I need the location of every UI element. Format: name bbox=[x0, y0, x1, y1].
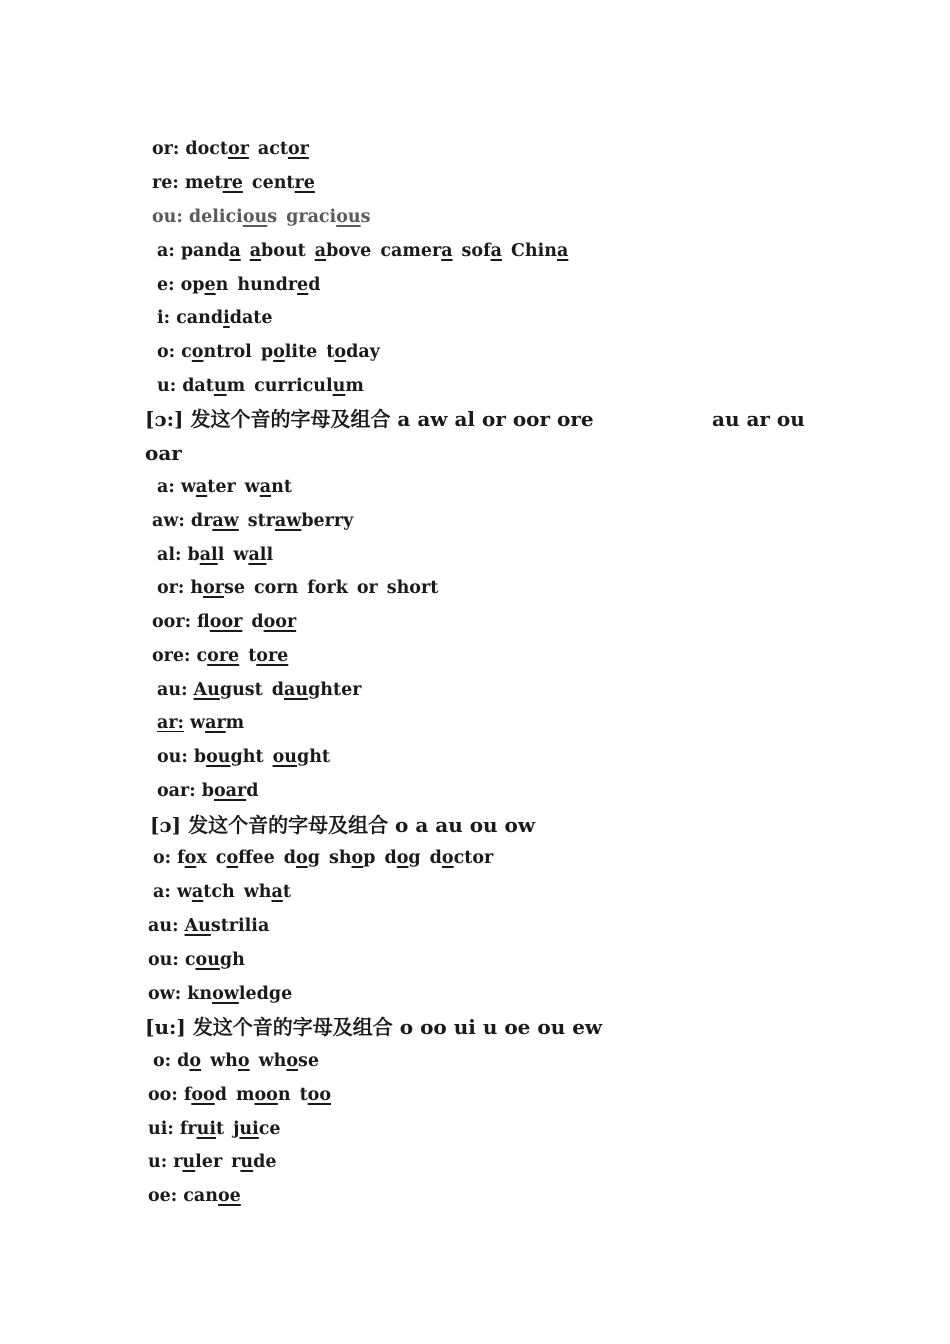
example-word: actor bbox=[257, 139, 309, 159]
highlighted-letters: ou bbox=[272, 747, 297, 767]
example-word: wall bbox=[233, 545, 274, 565]
spelling-row bbox=[148, 911, 278, 941]
spelling-key: e: bbox=[157, 275, 175, 295]
example-word: who bbox=[210, 1051, 250, 1071]
example-word: board bbox=[201, 781, 259, 801]
example-word: doctor bbox=[429, 848, 494, 868]
spelling-key: oar: bbox=[157, 781, 196, 801]
spelling-key: aw: bbox=[152, 511, 185, 531]
highlighted-letters: u bbox=[182, 1152, 196, 1172]
example-word: fruit bbox=[179, 1119, 225, 1139]
highlighted-letters: o bbox=[237, 1051, 250, 1071]
example-word: food bbox=[183, 1085, 227, 1105]
spelling-row bbox=[152, 168, 324, 198]
highlighted-letters: o bbox=[191, 342, 204, 362]
highlighted-letters: re bbox=[294, 173, 315, 193]
spelling-key: or: bbox=[157, 578, 185, 598]
example-word: centre bbox=[251, 173, 315, 193]
example-word: polite bbox=[260, 342, 318, 362]
spelling-row bbox=[153, 877, 300, 907]
spelling-row bbox=[148, 945, 254, 975]
highlighted-letters: a bbox=[195, 477, 208, 497]
highlighted-letters: re bbox=[222, 173, 243, 193]
highlighted-letters: u bbox=[213, 376, 227, 396]
spelling-key: ui: bbox=[148, 1119, 174, 1139]
highlighted-letters: Au bbox=[184, 916, 211, 936]
highlighted-letters: aw bbox=[274, 511, 302, 531]
spelling-row bbox=[157, 675, 370, 705]
spelling-row bbox=[148, 1147, 286, 1177]
highlighted-letters: o bbox=[189, 1051, 202, 1071]
highlighted-letters: oar bbox=[213, 781, 247, 801]
highlighted-letters: o bbox=[226, 848, 239, 868]
example-word: open bbox=[180, 275, 229, 295]
spelling-row bbox=[157, 303, 282, 333]
example-word: warm bbox=[190, 713, 245, 733]
spelling-row bbox=[148, 1080, 340, 1110]
highlighted-letters: oor bbox=[263, 612, 297, 632]
spelling-row bbox=[148, 979, 301, 1009]
spelling-row bbox=[152, 134, 318, 164]
example-word: dog bbox=[384, 848, 421, 868]
highlighted-letters: o bbox=[351, 848, 364, 868]
example-word: want bbox=[244, 477, 292, 497]
highlighted-letters: or bbox=[288, 139, 309, 159]
example-word: Austrilia bbox=[184, 916, 270, 936]
highlighted-letters: o bbox=[286, 1051, 299, 1071]
example-word: juice bbox=[233, 1119, 281, 1139]
section-heading bbox=[145, 404, 805, 434]
spelling-key: ow: bbox=[148, 984, 182, 1004]
section-heading bbox=[150, 810, 535, 840]
spelling-row bbox=[152, 607, 305, 637]
highlighted-letters: a bbox=[490, 241, 502, 261]
highlighted-letters: o bbox=[396, 848, 409, 868]
example-word: tore bbox=[248, 646, 289, 666]
highlighted-letters: a bbox=[556, 241, 569, 261]
highlighted-letters: oo bbox=[191, 1085, 215, 1105]
spelling-key: re: bbox=[152, 173, 179, 193]
example-word: or bbox=[356, 578, 378, 598]
spelling-row bbox=[152, 506, 362, 536]
example-word: above bbox=[314, 241, 372, 261]
example-word: fox bbox=[177, 848, 207, 868]
highlighted-letters: e bbox=[204, 275, 216, 295]
example-word: about bbox=[249, 241, 306, 261]
example-word: doctor bbox=[185, 139, 249, 159]
highlighted-letters: ore bbox=[207, 646, 240, 666]
example-word: today bbox=[326, 342, 380, 362]
spelling-key: or: bbox=[152, 139, 180, 159]
spelling-key: al: bbox=[157, 545, 182, 565]
highlighted-letters: al bbox=[199, 545, 218, 565]
spelling-key: au: bbox=[157, 680, 188, 700]
highlighted-letters: i bbox=[223, 308, 230, 328]
example-word: short bbox=[386, 578, 439, 598]
example-word: hundred bbox=[237, 275, 321, 295]
highlighted-letters: a bbox=[229, 241, 241, 261]
heading-text: [u:] 发这个音的字母及组合 o oo ui u oe ou ew bbox=[145, 1015, 603, 1039]
highlighted-letters: ar bbox=[205, 713, 226, 733]
section-heading bbox=[145, 1012, 602, 1042]
spelling-key: ar: bbox=[157, 713, 185, 733]
spelling-row bbox=[148, 1114, 290, 1144]
spelling-key: a: bbox=[157, 477, 175, 497]
spelling-key: oe: bbox=[148, 1186, 178, 1206]
spelling-key: o: bbox=[153, 1051, 172, 1071]
highlighted-letters: or bbox=[228, 139, 249, 159]
section-heading bbox=[145, 438, 182, 468]
example-word: cough bbox=[184, 950, 245, 970]
highlighted-letters: oo bbox=[254, 1085, 278, 1105]
heading-text: oar bbox=[145, 441, 182, 465]
highlighted-letters: ore bbox=[256, 646, 289, 666]
spelling-row bbox=[157, 472, 301, 502]
highlighted-letters: au bbox=[284, 680, 309, 700]
highlighted-letters: u bbox=[240, 1152, 254, 1172]
example-word: horse bbox=[190, 578, 245, 598]
spelling-key: o: bbox=[157, 342, 176, 362]
highlighted-letters: a bbox=[249, 241, 262, 261]
highlighted-letters: e bbox=[297, 275, 309, 295]
heading-extra-spellings: au ar ou bbox=[712, 407, 805, 431]
highlighted-letters: o bbox=[184, 848, 197, 868]
example-word: do bbox=[177, 1051, 202, 1071]
spelling-row bbox=[153, 1046, 328, 1076]
highlighted-letters: a bbox=[259, 477, 272, 497]
spelling-key: ore: bbox=[152, 646, 191, 666]
heading-text: [ɔ:] 发这个音的字母及组合 a aw al or oor ore bbox=[145, 407, 594, 431]
spelling-key: u: bbox=[148, 1152, 168, 1172]
example-word: door bbox=[251, 612, 297, 632]
highlighted-letters: oo bbox=[307, 1085, 332, 1105]
example-word: bought bbox=[193, 747, 264, 767]
spelling-row bbox=[157, 742, 339, 772]
highlighted-letters: a bbox=[191, 882, 204, 902]
example-word: daughter bbox=[271, 680, 362, 700]
spelling-row bbox=[157, 573, 447, 603]
example-word: watch bbox=[176, 882, 235, 902]
highlighted-letters: Au bbox=[193, 680, 220, 700]
spelling-row bbox=[157, 270, 329, 300]
highlighted-letters: a bbox=[441, 241, 453, 261]
highlighted-letters: o bbox=[273, 342, 285, 362]
highlighted-letters: ui bbox=[196, 1119, 216, 1139]
example-word: whose bbox=[258, 1051, 320, 1071]
example-word: canoe bbox=[183, 1186, 241, 1206]
highlighted-letters: or bbox=[203, 578, 224, 598]
highlighted-letters: oor bbox=[209, 612, 243, 632]
spelling-key: o: bbox=[153, 848, 172, 868]
highlighted-letters: ou bbox=[195, 950, 220, 970]
highlighted-letters: aw bbox=[212, 511, 239, 531]
spelling-key: oo: bbox=[148, 1085, 178, 1105]
highlighted-letters: ou bbox=[206, 747, 231, 767]
spelling-row bbox=[157, 337, 389, 367]
example-word: panda bbox=[180, 241, 241, 261]
highlighted-letters: oe bbox=[218, 1186, 241, 1206]
example-word: ball bbox=[187, 545, 225, 565]
example-word: what bbox=[243, 882, 291, 902]
highlighted-letters: ui bbox=[239, 1119, 259, 1139]
spelling-key: ou: bbox=[148, 950, 179, 970]
example-word: gracious bbox=[286, 207, 371, 227]
highlighted-letters: a bbox=[271, 882, 283, 902]
spelling-key: oor: bbox=[152, 612, 192, 632]
spelling-key: u: bbox=[157, 376, 177, 396]
example-word: delicious bbox=[188, 207, 278, 227]
spelling-row bbox=[157, 540, 282, 570]
spelling-key: a: bbox=[153, 882, 171, 902]
example-word: knowledge bbox=[187, 984, 293, 1004]
example-word: coffee bbox=[215, 848, 275, 868]
spelling-row bbox=[157, 776, 267, 806]
spelling-row bbox=[157, 708, 253, 738]
highlighted-letters: a bbox=[314, 241, 327, 261]
example-word: ruler bbox=[173, 1152, 223, 1172]
example-word: curriculum bbox=[254, 376, 364, 396]
spelling-row bbox=[157, 236, 577, 266]
spelling-row bbox=[157, 371, 373, 401]
example-word: control bbox=[181, 342, 252, 362]
example-word: moon bbox=[235, 1085, 291, 1105]
highlighted-letters: al bbox=[248, 545, 267, 565]
spelling-key: ou: bbox=[152, 207, 183, 227]
example-word: floor bbox=[197, 612, 243, 632]
example-word: draw bbox=[190, 511, 239, 531]
example-word: candidate bbox=[176, 308, 273, 328]
example-word: datum bbox=[182, 376, 246, 396]
highlighted-letters: o bbox=[334, 342, 347, 362]
highlighted-letters: o bbox=[296, 848, 308, 868]
highlighted-letters: ou bbox=[242, 207, 268, 227]
spelling-key: i: bbox=[157, 308, 171, 328]
example-word: water bbox=[180, 477, 236, 497]
spelling-row bbox=[153, 843, 502, 873]
heading-text: [ɔ] 发这个音的字母及组合 o a au ou ow bbox=[150, 813, 536, 837]
example-word: camera bbox=[380, 241, 453, 261]
example-word: sofa bbox=[461, 241, 502, 261]
example-word: China bbox=[510, 241, 569, 261]
spelling-key: au: bbox=[148, 916, 179, 936]
spelling-row bbox=[152, 202, 379, 232]
spelling-key: ou: bbox=[157, 747, 188, 767]
highlighted-letters: u bbox=[332, 376, 346, 396]
highlighted-letters: o bbox=[441, 848, 454, 868]
spelling-row bbox=[152, 641, 297, 671]
example-word: shop bbox=[328, 848, 376, 868]
example-word: ought bbox=[272, 747, 331, 767]
highlighted-letters: ou bbox=[336, 207, 361, 227]
spelling-key: a: bbox=[157, 241, 175, 261]
example-word: strawberry bbox=[247, 511, 354, 531]
example-word: core bbox=[196, 646, 240, 666]
spelling-row bbox=[148, 1181, 250, 1211]
example-word: August bbox=[193, 680, 263, 700]
example-word: corn bbox=[254, 578, 299, 598]
example-word: dog bbox=[283, 848, 320, 868]
example-word: too bbox=[299, 1085, 332, 1105]
highlighted-letters: ow bbox=[212, 984, 239, 1004]
example-word: metre bbox=[184, 173, 243, 193]
example-word: fork bbox=[307, 578, 348, 598]
example-word: rude bbox=[231, 1152, 277, 1172]
